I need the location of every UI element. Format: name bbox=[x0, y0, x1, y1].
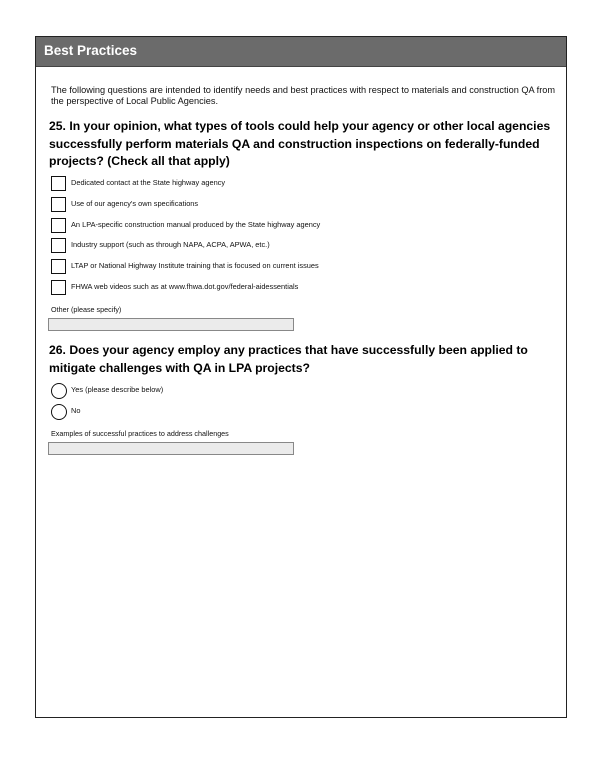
checkbox[interactable] bbox=[51, 259, 66, 274]
q25-option-6-label: FHWA web videos such as at www.fhwa.dot.gov/federal-aidessentials bbox=[71, 282, 299, 291]
intro-text: The following questions are intended to identify needs and best practices with respect to materials and construction QA from the perspective of Local Public Agencies. bbox=[51, 85, 556, 106]
q25-option-5-label: LTAP or National Highway Institute training that is focused on current issues bbox=[71, 261, 319, 270]
q25-other-input[interactable] bbox=[48, 318, 294, 331]
radio-button[interactable] bbox=[51, 383, 67, 399]
section-title: Best Practices bbox=[44, 43, 138, 58]
checkbox[interactable] bbox=[51, 197, 66, 212]
q25-option-4-label: Industry support (such as through NAPA, ACPA, APWA, etc.) bbox=[71, 240, 270, 249]
q25-option-3-label: An LPA-specific construction manual produced by the State highway agency bbox=[71, 220, 321, 229]
checkbox[interactable] bbox=[51, 238, 66, 253]
q26-examples-input[interactable] bbox=[48, 442, 294, 455]
checkbox[interactable] bbox=[51, 176, 66, 191]
q25-option-2-label: Use of our agency's own specifications bbox=[71, 199, 199, 208]
section-header bbox=[36, 37, 566, 67]
q26-examples-label: Examples of successful practices to address challenges bbox=[51, 429, 229, 438]
q25-option-1-label: Dedicated contact at the State highway agency bbox=[71, 178, 226, 187]
checkbox[interactable] bbox=[51, 218, 66, 233]
checkbox[interactable] bbox=[51, 280, 66, 295]
q26-option-yes-label: Yes (please describe below) bbox=[71, 385, 164, 394]
question-26-text: 26. Does your agency employ any practices that have successfully been applied to mitigate challenges with QA in LPA projects? bbox=[49, 343, 528, 375]
survey-page-frame bbox=[35, 36, 567, 718]
q25-other-label: Other (please specify) bbox=[51, 305, 122, 314]
q26-option-no-label: No bbox=[71, 406, 81, 415]
question-25-text: 25. In your opinion, what types of tools could help your agency or other local agencies successfully perform materials QA and construction inspections on federally-funded projects? (Check all that apply) bbox=[49, 119, 551, 168]
radio-button[interactable] bbox=[51, 404, 67, 420]
